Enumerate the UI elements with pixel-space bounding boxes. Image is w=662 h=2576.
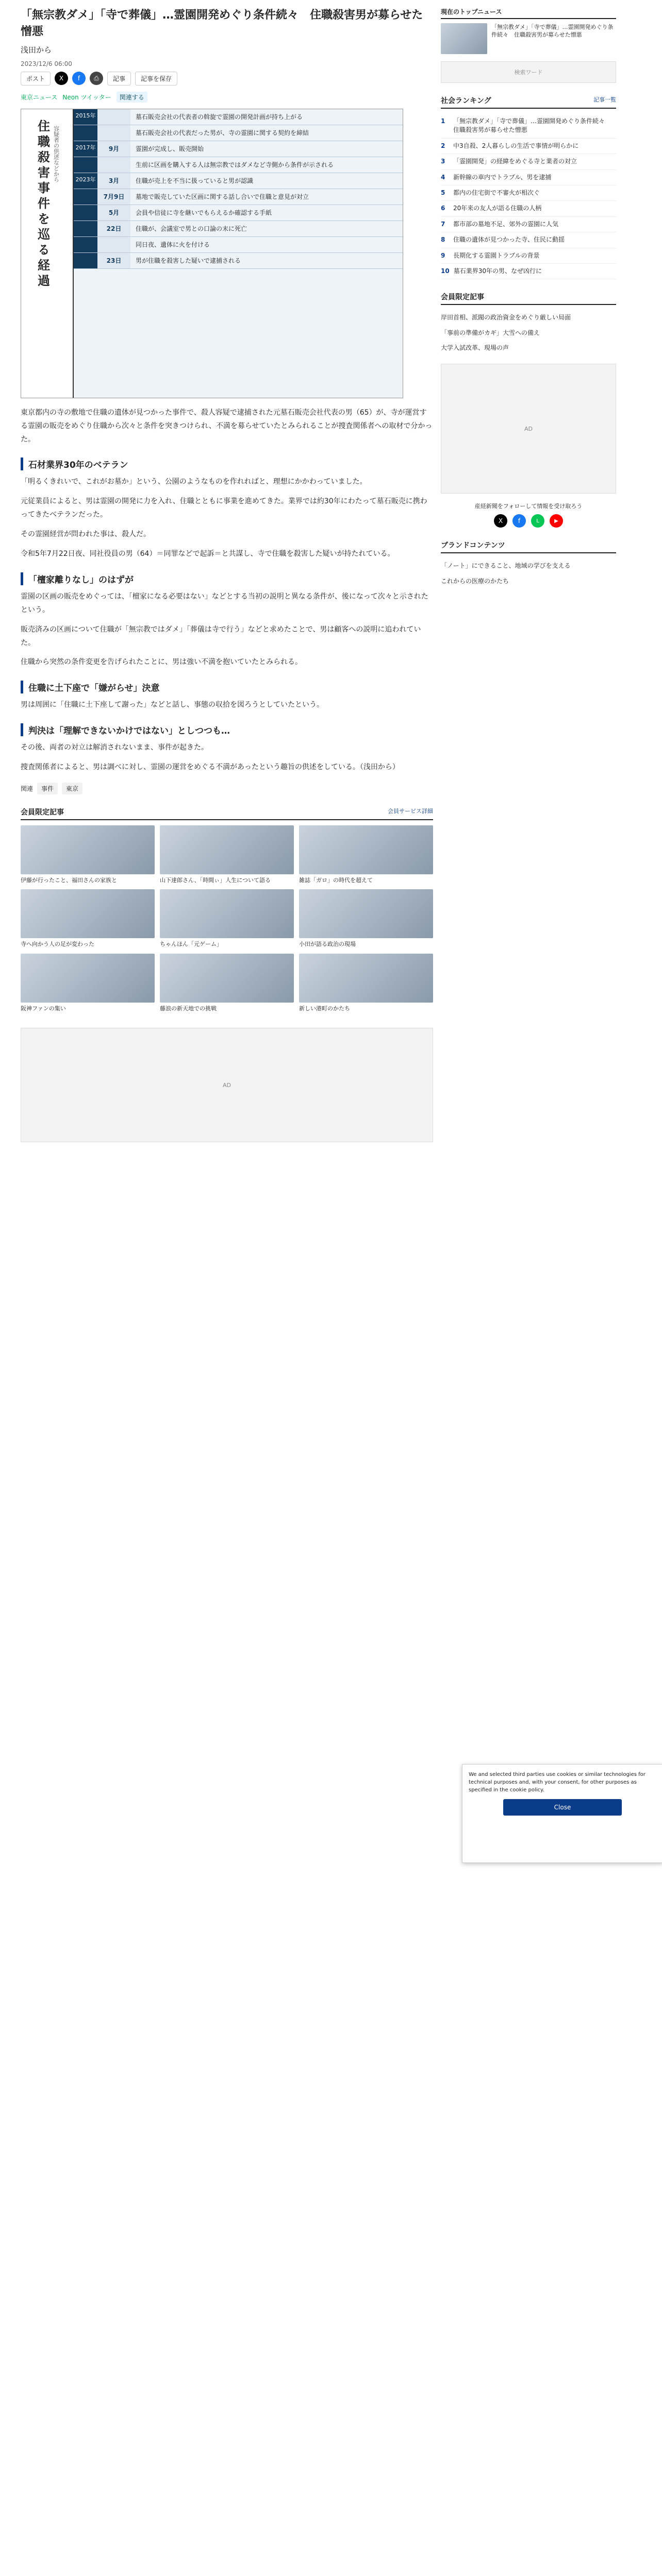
footer-tags [21,783,433,794]
timeline-year [74,253,97,268]
ranking-title: 長期化する霊園トラブルの背景 [453,251,540,259]
ranking-item[interactable] [441,170,616,185]
ranking-title: 住職の遺体が見つかった寺、住民に動揺 [453,236,565,244]
facebook-icon[interactable]: f [72,72,86,85]
article-author: 浅田から [21,45,52,55]
related-thumb [299,825,433,874]
side-ad: AD [441,364,616,494]
ranking-item[interactable] [441,185,616,201]
paragraph: 住職から突然の条件変更を告げられたことに、男は強い不満を抱いていたとみられる。 [21,658,302,667]
related-card-title: 小田が語る政治の現場 [299,941,356,948]
ranking-title: 墓石業界30年の男、なぜ凶行に [453,267,542,275]
timeline-year [74,221,97,236]
timeline-text: 墓地で販売していた区画に関する話し合いで住職と意見が対立 [136,193,309,200]
timeline-month: 3月 [97,173,130,189]
brand-header [441,540,616,553]
timeline-text: 会員や信徒に寺を継いでもらえるか確認する手紙 [136,209,272,216]
save-article-button[interactable]: 記事を保存 [135,72,177,86]
timeline-graphic [21,109,403,398]
ranking-title: 新幹線の車内でトラブル、男を逮捕 [453,173,552,181]
post-button[interactable]: ポスト [21,72,51,86]
ranking-number: 4 [441,173,445,181]
ranking-item[interactable] [441,248,616,264]
timeline-year: 2015年 [74,109,97,125]
section-heading: 判決は「理解できないかけではない」としつつも… [21,723,433,736]
paragraph: 霊園の区画の販売をめぐっては、「檀家になる必要はない」などとする当初の説明と異なる条件が、後になって次々と示されたという。 [21,592,428,614]
related-card[interactable] [299,954,433,1012]
tag-1[interactable]: Neon ツイッター [62,93,111,101]
article-title: 「無宗教ダメ」「寺で葬儀」…霊園開発めぐり条件続々 住職殺害男が募らせた憎悪 [21,9,423,38]
brand-list [441,558,616,589]
timeline-month: 7月9日 [97,189,130,205]
timeline-month [97,125,130,141]
ranking-heading: 社会ランキング [441,97,491,105]
ranking-number: 6 [441,205,445,212]
timeline-month: 9月 [97,141,130,157]
ranking-number: 2 [441,142,445,149]
timeline-row [74,189,403,205]
tag-0[interactable]: 東京ニュース [21,93,58,101]
footer-tag[interactable]: 事件 [37,783,58,794]
timeline-month: 22日 [97,221,130,236]
follow-icons [441,514,616,528]
timeline-text: 霊園が完成し、販売開始 [136,145,204,152]
top-story-title: 「無宗教ダメ」「寺で葬儀」…霊園開発めぐり条件続々 住職殺害男が募らせた憎悪 [491,24,614,39]
ranking-item[interactable] [441,217,616,232]
line-icon[interactable]: L [531,514,544,528]
cookie-close-button[interactable]: Close [503,1799,622,1816]
ranking-number: 1 [441,117,445,125]
ranking-title: 中3自殺、2人暮らしの生活で事情が明らかに [453,142,579,149]
timeline-year: 2023年 [74,173,97,189]
timeline-text: 墓石販売会社の代表者の斡旋で霊園の開発計画が持ち上がる [136,113,303,121]
timeline-row [74,141,403,157]
member-item[interactable]: 岸田首相、派閥の政治資金をめぐり厳しい局面 [441,314,571,321]
member-header [441,292,616,305]
timeline-row [74,125,403,141]
side-top-story[interactable] [441,23,616,54]
ranking-item[interactable] [441,232,616,248]
related-thumb [160,954,294,1003]
ranking-list [441,114,616,279]
timeline-year [74,237,97,252]
ranking-title: 都内の住宅街で不審火が相次ぐ [453,189,540,196]
paragraph: 東京都内の寺の敷地で住職の遺体が見つかった事件で、殺人容疑で逮捕された元墓石販売会社代表の男（65）が、寺が運営する霊園の販売をめぐり住職から次々と条件を突きつけられ、不満を募らせていたとみられることが捜査関係者への取材で分かった。 [21,408,433,444]
related-card[interactable] [21,954,155,1012]
sidebar [441,0,616,589]
timeline-row [74,173,403,189]
timeline-row [74,205,403,221]
related-thumb [299,954,433,1003]
paragraph: 男は周囲に「住職に土下座して謝った」などと話し、事態の収拾を図ろうとしていたという。 [21,701,324,709]
ranking-item[interactable] [441,201,616,216]
article-date: 2023/12/6 06:00 [21,60,72,67]
print-icon[interactable]: ⎙ [90,72,103,85]
timeline-row [74,253,403,269]
related-more-link[interactable]: 会員サービス詳細 [388,808,433,815]
note-button[interactable]: 記事 [107,72,131,86]
ranking-item[interactable] [441,154,616,170]
timeline-year [74,125,97,141]
timeline-month [97,109,130,125]
ranking-title: 「霊園開発」の経緯をめぐる寺と業者の対立 [453,158,577,165]
ranking-title: 「無宗教ダメ」「寺で葬儀」…霊園開発めぐり条件続々 住職殺害男が募らせた憎悪 [453,117,611,134]
related-card-title: ちゃんほん「元ゲーム」 [160,941,222,948]
paragraph: その後、両者の対立は解消されないまま、事件が起きた。 [21,743,208,752]
related-card-title: 藤浪の新天地での挑戦 [160,1005,217,1012]
timeline-text: 住職が、会議室で男との口論の末に死亡 [136,225,247,232]
timeline-subheading: 容疑者の供述などから [53,125,60,182]
ranking-item[interactable] [441,264,616,279]
x-icon[interactable]: X [494,514,507,528]
section-heading: 「檀家離りなし」のはずが [21,572,433,585]
member-item[interactable]: 大学入試改革、現場の声 [441,344,509,352]
x-icon[interactable]: X [55,72,68,85]
related-thumb [299,889,433,938]
tag-row [21,92,433,103]
ranking-title: 20年来の友人が語る住職の人柄 [453,205,542,212]
footer-tag[interactable]: 東京 [62,783,82,794]
timeline-row [74,109,403,125]
related-card-title: 山下達郎さん、「時間ぃ」人生について語る [160,877,271,884]
related-card[interactable] [299,889,433,948]
related-thumb [160,825,294,874]
share-bar [21,72,433,86]
related-thumb [21,954,155,1003]
related-card[interactable] [160,954,294,1012]
timeline-text: 墓石販売会社の代表だった男が、寺の霊園に関する契約を締結 [136,129,309,137]
timeline-text: 男が住職を殺害した疑いで逮捕される [136,257,241,264]
ranking-number: 9 [441,251,445,259]
related-card[interactable] [299,825,433,884]
ranking-header [441,95,616,109]
timeline-row [74,237,403,253]
ranking-number: 8 [441,236,445,244]
ranking-number: 10 [441,267,450,275]
related-thumb [21,825,155,874]
timeline-month [97,237,130,252]
timeline-year [74,205,97,221]
ranking-number: 3 [441,158,445,165]
related-card-title: 新しい港町のかたち [299,1005,350,1012]
cookie-text: We and selected third parties use cookies or similar technologies for technical purposes and, with your consent, for other purposes as specified in the cookie policy. [469,1772,646,1793]
ranking-title: 都市部の墓地不足、郊外の霊園に人気 [453,220,559,228]
related-card[interactable] [21,825,155,884]
facebook-icon[interactable]: f [512,514,526,528]
timeline-row [74,221,403,237]
ranking-item[interactable] [441,114,616,139]
paragraph: 元従業員によると、男は霊園の開発に力を入れ、住職とともに事業を進めてきた。業界では約30年にわたって墓石販売に携わってきたベテランだった。 [21,497,427,519]
related-card[interactable] [160,825,294,884]
timeline-text: 生前に区画を購入する人は無宗教ではダメなど寺側から条件が示される [136,161,334,168]
timeline-text: 同日夜、遺体に火を付ける [136,241,210,248]
brand-heading: ブランドコンテンツ [441,541,505,550]
related-card[interactable] [160,889,294,948]
paragraph: 捜査関係者によると、男は調べに対し、霊園の運営をめぐる不満があったという趣旨の供述をしている。（浅田から） [21,763,400,772]
timeline-year [74,189,97,205]
ranking-number: 7 [441,220,445,228]
timeline-heading-box [21,109,74,398]
section-heading: 住職に土下座で「嫌がらせ」決意 [21,681,433,693]
member-list [441,310,616,355]
paragraph: 「明るくきれいで、これがお墓か」という、公園のようなものを作れればと、理想にかかわっていました。 [21,478,367,486]
brand-item[interactable]: 「ノート」にできること、地域の学びを支える [441,562,571,570]
ranking-more-link[interactable]: 記事一覧 [593,96,616,103]
timeline-month: 5月 [97,205,130,221]
timeline-month [97,157,130,173]
related-card-title: 阪神ファンの集い [21,1005,66,1012]
brand-item[interactable]: これからの医療のかたち [441,577,509,585]
related-heading: 会員限定記事 [21,808,64,817]
ad-slot: AD [21,1028,433,1142]
related-card-title: 雑誌「ガロ」の時代を超えて [299,877,373,884]
related-card-title: 伊藤が行ったこと、福田さんの家族と [21,877,117,884]
timeline-heading: 住職殺害事件を巡る経過 [35,119,50,290]
paragraph: 令和5年7月22日夜、同社役員の男（64）＝同罪などで起訴＝と共謀し、寺で住職を殺害した疑いが持たれている。 [21,550,395,558]
timeline-row [74,157,403,173]
related-thumb [21,889,155,938]
search-box[interactable]: 検索ワード [441,61,616,83]
footer-tags-label: 関連 [21,785,34,793]
timeline-year [74,157,97,173]
follow-text: 産経新聞をフォローして情報を受け取ろう [474,503,583,510]
timeline-body [74,109,403,398]
section-badge[interactable]: 関連する [117,92,147,103]
member-heading: 会員限定記事 [441,293,484,302]
top-story-thumb [441,23,487,54]
timeline-month: 23日 [97,253,130,268]
youtube-icon[interactable]: ▶ [550,514,563,528]
related-header [21,807,433,820]
member-item[interactable]: 「事前の準備がカギ」大雪への備え [441,329,540,336]
timeline-year: 2017年 [74,141,97,157]
paragraph: 販売済みの区画について住職が「無宗教ではダメ」「葬儀は寺で行う」などと求めたことで、男は顧客への説明に追われていた。 [21,625,421,647]
ranking-item[interactable] [441,139,616,154]
section-heading: 石材業界30年のベテラン [21,457,433,470]
cookie-banner [462,1764,662,1863]
related-grid [21,825,433,1012]
related-thumb [160,889,294,938]
related-card[interactable] [21,889,155,948]
paragraph: その霊園経営が問われた事は、殺人だ。 [21,530,151,539]
article-column [21,0,433,1142]
side-top-heading: 現在のトップニュース [441,7,616,19]
related-card-title: 寺へ向かう人の足が変わった [21,941,94,948]
ranking-number: 5 [441,189,445,196]
timeline-text: 住職が売上を不当に扱っていると男が認識 [136,177,254,184]
